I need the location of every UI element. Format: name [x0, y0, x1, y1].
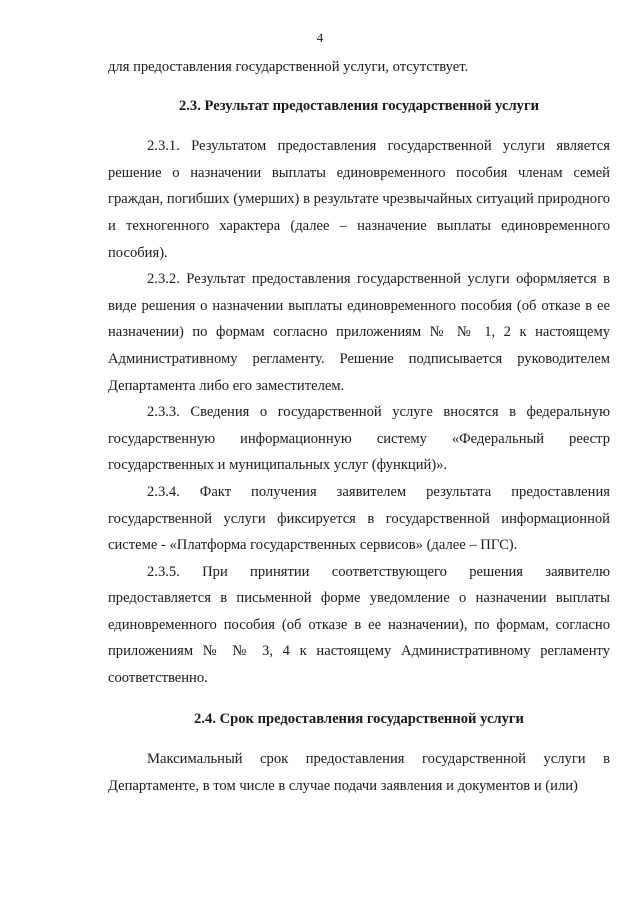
paragraph-2-4-intro: Максимальный срок предоставления государственной услуги в Департаменте, в том числе в случае подачи заявления и документов и (или): [108, 751, 610, 794]
continued-paragraph: для предоставления государственной услуги, отсутствует.: [108, 59, 469, 75]
page-number: 4: [316, 30, 324, 45]
paragraph-2-3-1: 2.3.1. Результатом предоставления государственной услуги является решение о назначении выплаты единовременного пособия членам семей граждан, погибших (умерших) в результате чрезвычайных ситуаций природного и техногенного характера (далее – назначение выплаты единовременного пособия).: [108, 138, 610, 261]
paragraph-2-3-4: 2.3.4. Факт получения заявителем результата предоставления государственной услуги фиксируется в государственной информационной системе - «Платформа государственных сервисов» (далее – ПГС).: [108, 483, 610, 554]
document-body: [108, 54, 610, 799]
paragraph-2-3-3: 2.3.3. Сведения о государственной услуге вносятся в федеральную государственную информационную систему «Федеральный реестр государственных и муниципальных услуг (функций)».: [108, 404, 610, 474]
paragraph-2-3-5: 2.3.5. При принятии соответствующего решения заявителю предоставляется в письменной форме уведомление о назначении выплаты единовременного пособия (об отказе в ее назначении), по формам, согласно приложениям № № 3, 4 к настоящему Административному регламенту соответственно.: [108, 563, 610, 687]
section-heading-2-4: 2.4. Срок предоставления государственной услуги: [194, 710, 524, 727]
section-heading-2-3: 2.3. Результат предоставления государственной услуги: [178, 97, 540, 114]
paragraph-2-3-2: 2.3.2. Результат предоставления государственной услуги оформляется в виде решения о назначении выплаты единовременного пособия (об отказе в ее назначении) по формам согласно приложениям № № 1, 2 к настоящему Административному регламенту. Решение подписывается руководителем Департамента либо его заместителем.: [108, 271, 610, 394]
